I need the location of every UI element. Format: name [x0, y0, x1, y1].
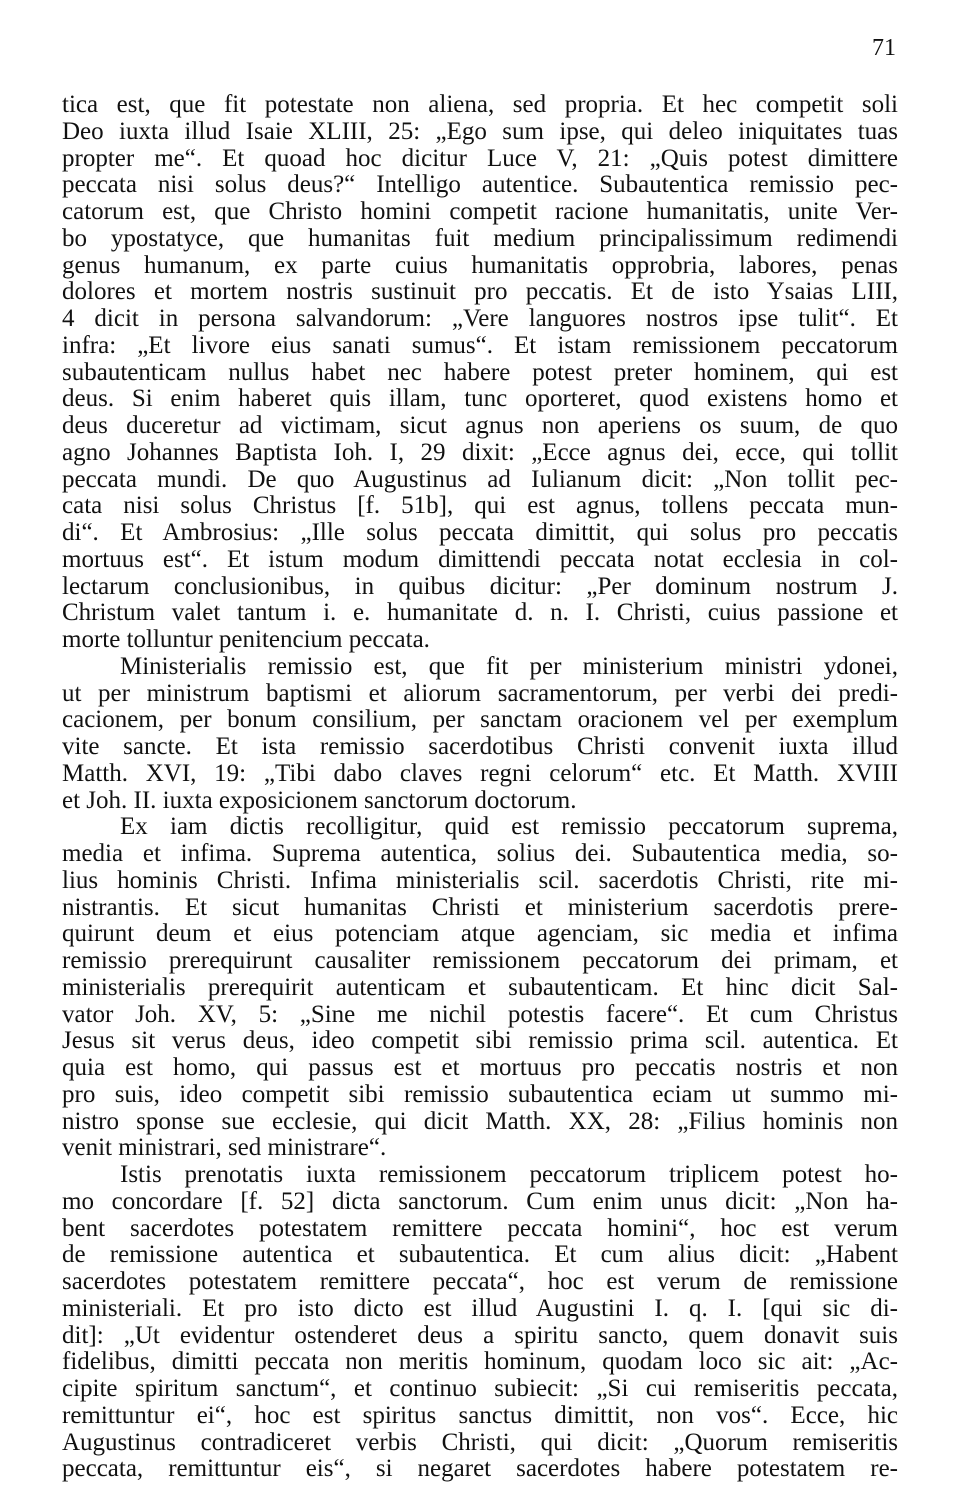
body-text — [62, 92, 898, 1510]
text-line: deus duceretur ad victimam, sicut agnus non aperiens os suum, de quo — [62, 412, 898, 439]
text-line: quirunt deum et eius potenciam atque agenciam, sic media et infima — [62, 920, 898, 948]
text-line: cata nisi solus Christus [f. 51b], qui est agnus, tollens peccata mun- — [62, 492, 898, 520]
text-line: Deo iuxta illud Isaie XLIII, 25: „Ego sum ipse, qui deleo iniquitates tuas — [62, 117, 898, 145]
text-line: remissio prerequirunt causaliter remissionem peccatorum dei primam, et — [62, 947, 898, 974]
paragraph-start: Istis prenotatis iuxta remissionem peccatorum triplicem potest ho- — [120, 1161, 898, 1188]
text-line: nistro sponse sue ecclesie, qui dicit Matth. XX, 28: „Filius hominis non — [62, 1107, 898, 1135]
text-line: Christum valet tantum i. e. humanitate d. n. I. Christi, cuius passione et — [62, 599, 898, 627]
paragraph-start: Ex iam dictis recolligitur, quid est remissio peccatorum suprema, — [120, 813, 898, 841]
text-line: morte tolluntur penitencium peccata. — [62, 626, 430, 653]
text-line: pro suis, ideo competit sibi remissio subautentica eciam ut summo mi- — [62, 1080, 898, 1108]
text-line: lius hominis Christi. Infima ministerialis scil. sacerdotis Christi, rite mi- — [62, 866, 898, 894]
text-line: remittuntur ei“, hoc est spiritus sanctus dimittit, non vos“. Ecce, hic — [62, 1401, 898, 1429]
text-line: subautenticam nullus habet nec habere potest preter hominem, qui est — [62, 358, 898, 386]
text-line: dolores et mortem nostris sustinuit pro peccatis. Et de isto Ysaias LIII, — [62, 278, 898, 306]
text-line: peccata, remittuntur eis“, si negaret sacerdotes habere potestatem re- — [62, 1455, 898, 1483]
text-line: dit]: „Ut evidentur ostenderet deus a spiritu sancto, quem donavit suis — [62, 1321, 898, 1349]
text-line: nistrantis. Et sicut humanitas Christi et ministerium sacerdotis prere- — [62, 893, 898, 921]
text-line: agno Johannes Baptista Ioh. I, 29 dixit: „Ecce agnus dei, ecce, qui tollit — [62, 438, 898, 466]
text-line: bent sacerdotes potestatem remittere peccata homini“, hoc est verum — [62, 1214, 898, 1242]
text-line: catorum est, que Christo homini competit racione humanitatis, unite Ver- — [62, 198, 898, 225]
text-line: mortuus est“. Et istum modum dimittendi peccata notat ecclesia in col- — [62, 545, 898, 573]
text-line: ministeriali. Et pro isto dicto est illud Augustini I. q. I. [qui sic di- — [62, 1294, 898, 1322]
text-line: 4 dicit in persona salvandorum: „Vere languores nostros ipse tulit“. Et — [62, 305, 898, 332]
text-line: bo ypostatyce, que humanitas fuit medium principalissimum redimendi — [62, 224, 898, 252]
text-line: genus humanum, ex parte cuius humanitatis opprobria, labores, penas — [62, 251, 898, 279]
text-line: tica est, que fit potestate non aliena, sed propria. Et hec competit soli — [62, 91, 898, 118]
text-line: peccata mundi. De quo Augustinus ad Iulianum dicit: „Non tollit pec- — [62, 465, 898, 493]
text-line: de remissione autentica et subautentica. Et cum alius dicit: „Habent — [62, 1241, 898, 1269]
text-line: venit ministrari, sed ministrare“. — [62, 1134, 387, 1162]
text-line: deus. Si enim haberet quis illam, tunc oporteret, quod existens homo et — [62, 385, 898, 413]
text-line: Augustinus contradiceret verbis Christi, qui dicit: „Quorum remiseritis — [62, 1428, 898, 1456]
text-line: ut per ministrum baptismi et aliorum sacramentorum, per verbi dei predi- — [62, 679, 898, 707]
text-line: cacionem, per bonum consilium, per sanctam oracionem vel per exemplum — [62, 706, 898, 734]
text-line: media et infima. Suprema autentica, solius dei. Subautentica media, so- — [62, 840, 898, 867]
text-line: mo concordare [f. 52] dicta sanctorum. Cum enim unus dicit: „Non ha- — [62, 1187, 898, 1215]
text-line: peccata nisi solus deus?“ Intelligo autentice. Subautentica remissio pec- — [62, 171, 898, 199]
text-line: fidelibus, dimitti peccata non meritis hominum, quodam loco sic ait: „Ac- — [62, 1348, 898, 1376]
text-line: sacerdotes potestatem remittere peccata“, hoc est verum de remissione — [62, 1268, 898, 1295]
text-line: di“. Et Ambrosius: „Ille solus peccata dimittit, qui solus pro peccatis — [62, 519, 898, 546]
page-number: 71 — [872, 35, 896, 61]
text-line: Jesus sit verus deus, ideo competit sibi remissio prima scil. autentica. Et — [62, 1027, 898, 1055]
text-line: et Joh. II. iuxta exposicionem sanctorum doctorum. — [62, 786, 577, 814]
text-line: ministerialis prerequirit autenticam et subautenticam. Et hinc dicit Sal- — [62, 973, 898, 1001]
text-line: cipite spiritum sanctum“, et continuo subiecit: „Si cui remiseritis peccata, — [62, 1375, 898, 1402]
text-line — [62, 1483, 898, 1510]
paragraph-start: Ministerialis remissio est, que fit per ministerium ministri ydonei, — [120, 652, 898, 680]
text-line: vite sancte. Et ista remissio sacerdotibus Christi convenit iuxta illud — [62, 733, 898, 760]
text-line: propter me“. Et quoad hoc dicitur Luce V, 21: „Quis potest dimittere — [62, 144, 898, 172]
text-line: infra: „Et livore eius sanati sumus“. Et istam remissionem peccatorum — [62, 331, 898, 359]
text-line: Matth. XVI, 19: „Tibi dabo claves regni celorum“ etc. Et Matth. XVIII — [62, 759, 898, 787]
text-line: lectarum conclusionibus, in quibus dicitur: „Per dominum nostrum J. — [62, 572, 898, 600]
text-line: quia est homo, qui passus est et mortuus pro peccatis nostris et non — [62, 1054, 898, 1081]
text-line: vator Joh. XV, 5: „Sine me nichil potestis facere“. Et cum Christus — [62, 1000, 898, 1028]
